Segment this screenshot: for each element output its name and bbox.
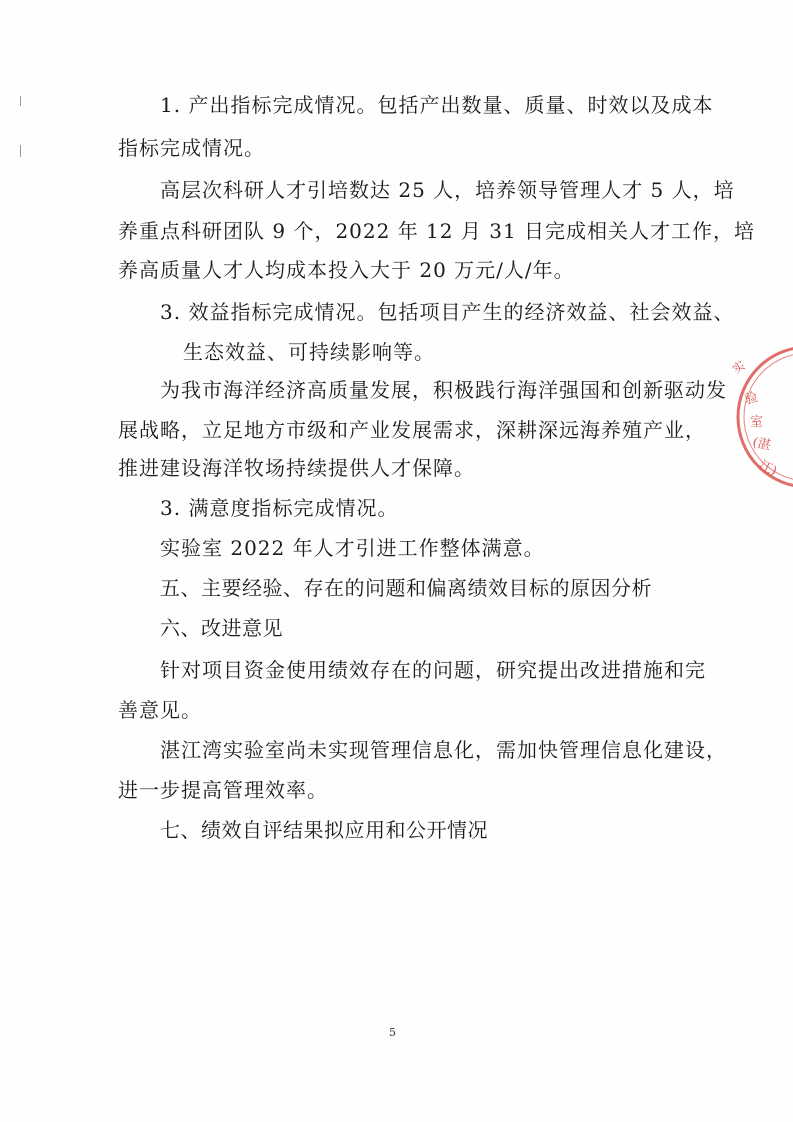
paragraph-line: 推进建设海洋牧场持续提供人才保障。 (118, 456, 475, 480)
svg-text:(湛: (湛 (751, 435, 772, 454)
svg-text:江): 江) (756, 458, 780, 480)
paragraph-line: 3. 效益指标完成情况。包括项目产生的经济效益、社会效益、 (160, 300, 735, 324)
paragraph-line: 指标完成情况。 (118, 136, 265, 160)
paragraph-line: 善意见。 (118, 698, 202, 722)
paragraph-line: 实验室 2022 年人才引进工作整体满意。 (160, 536, 545, 560)
official-seal-stamp (730, 342, 793, 492)
paragraph-line: 展战略，立足地方市级和产业发展需求，深耕深远海养殖产业， (118, 418, 706, 442)
section-heading: 五、主要经验、存在的问题和偏离绩效目标的原因分析 (160, 576, 652, 600)
paragraph-line: 3. 满意度指标完成情况。 (160, 496, 399, 520)
paragraph-line: 养高质量人才人均成本投入大于 20 万元/人/年。 (118, 258, 575, 282)
paragraph-line: 进一步提高管理效率。 (118, 778, 328, 802)
paragraph-line: 针对项目资金使用绩效存在的问题，研究提出改进措施和完 (160, 658, 706, 682)
paragraph-line: 湛江湾实验室尚未实现管理信息化，需加快管理信息化建设， (160, 738, 727, 762)
svg-text:验: 验 (743, 390, 760, 408)
paragraph-line: 养重点科研团队 9 个，2022 年 12 月 31 日完成相关人才工作，培 (118, 219, 756, 243)
svg-text:室: 室 (750, 415, 764, 430)
paragraph-line: 1. 产出指标完成情况。包括产出数量、质量、时效以及成本 (160, 93, 714, 117)
section-heading: 七、绩效自评结果拟应用和公开情况 (160, 818, 488, 842)
section-heading: 六、改进意见 (160, 616, 283, 640)
scan-mark (20, 96, 21, 106)
paragraph-line: 高层次科研人才引培数达 25 人，培养领导管理人才 5 人，培 (160, 178, 735, 202)
scan-mark (20, 145, 21, 157)
paragraph-line: 为我市海洋经济高质量发展，积极践行海洋强国和创新驱动发 (160, 378, 727, 402)
page-number: 5 (389, 1026, 396, 1039)
svg-text:实: 实 (730, 358, 748, 377)
paragraph-line: 生态效益、可持续影响等。 (183, 340, 435, 364)
